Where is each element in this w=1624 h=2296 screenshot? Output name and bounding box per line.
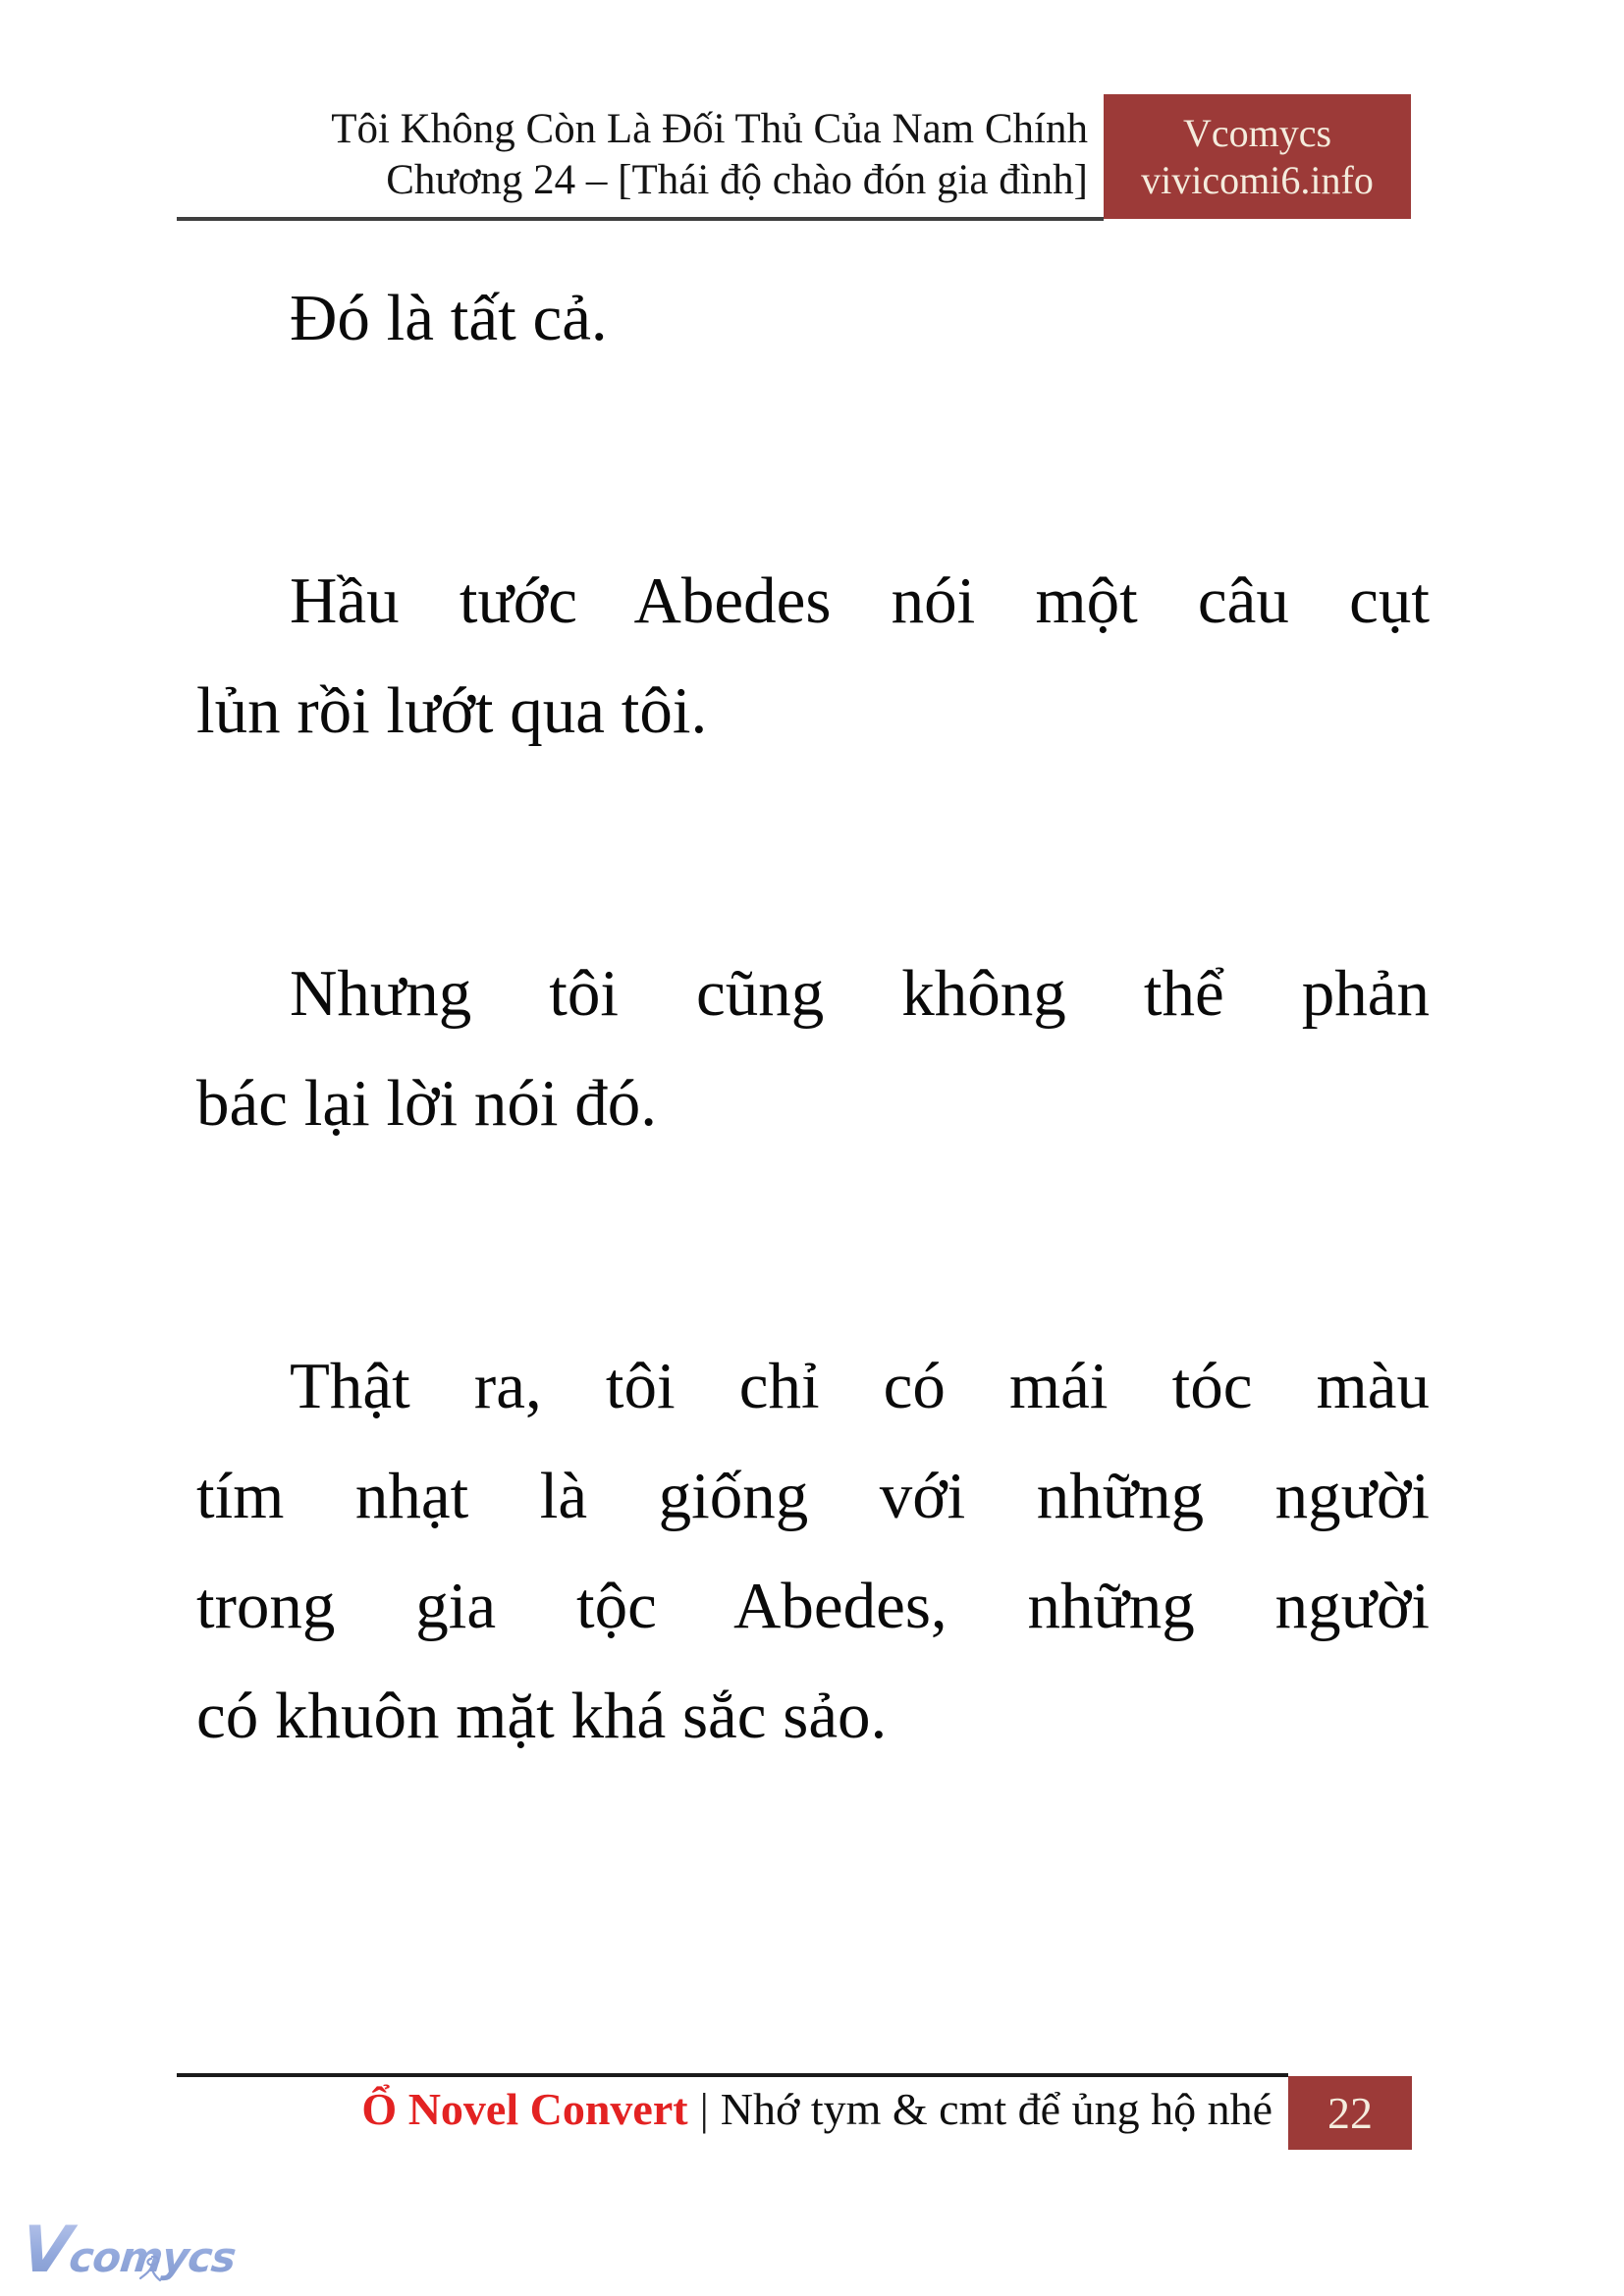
text-line: Thật ra, tôi chỉ có mái tóc màu — [290, 1350, 1430, 1422]
footer-note: Nhớ tym & cmt để ủng hộ nhé — [720, 2084, 1272, 2134]
header-divider — [177, 217, 1104, 221]
publisher-url: vivicomi6.info — [1141, 157, 1374, 202]
footer-credit: Ổ Novel Convert — [361, 2084, 688, 2134]
header-title-line-2: Chương 24 – [Thái độ chào đón gia đình] — [386, 157, 1088, 203]
body-text — [196, 263, 1430, 1771]
rose-icon — [137, 2253, 167, 2286]
text-line: Nhưng tôi cũng không thể phản — [290, 957, 1430, 1030]
publisher-badge — [1104, 94, 1411, 219]
paragraph — [196, 546, 1430, 766]
text-line: trong gia tộc Abedes, những người — [196, 1570, 1430, 1642]
paragraph — [196, 938, 1430, 1158]
text-line: tím nhạt là giống với những người — [196, 1460, 1430, 1532]
header-title — [177, 104, 1088, 206]
page-number-badge — [1288, 2076, 1412, 2150]
publisher-name: Vcomycs — [1182, 110, 1332, 155]
header-title-line-1: Tôi Không Còn Là Đối Thủ Của Nam Chính — [331, 106, 1088, 152]
footer-divider — [177, 2073, 1288, 2077]
page-number: 22 — [1327, 2088, 1373, 2138]
text-line: Hầu tước Abedes nói một câu cụt — [290, 564, 1430, 637]
text-line: có khuôn mặt khá sắc sảo. — [196, 1680, 888, 1752]
text-line: Đó là tất cả. — [290, 282, 608, 354]
watermark-logo — [18, 2214, 267, 2292]
text-line: lủn rồi lướt qua tôi. — [196, 674, 708, 747]
paragraph — [196, 1331, 1430, 1771]
paragraph — [196, 263, 1430, 373]
footer-text — [177, 2081, 1272, 2138]
text-line: bác lại lời nói đó. — [196, 1067, 657, 1140]
footer-separator: | — [699, 2084, 709, 2134]
watermark-logo-text: Vcomycs — [18, 2214, 240, 2287]
